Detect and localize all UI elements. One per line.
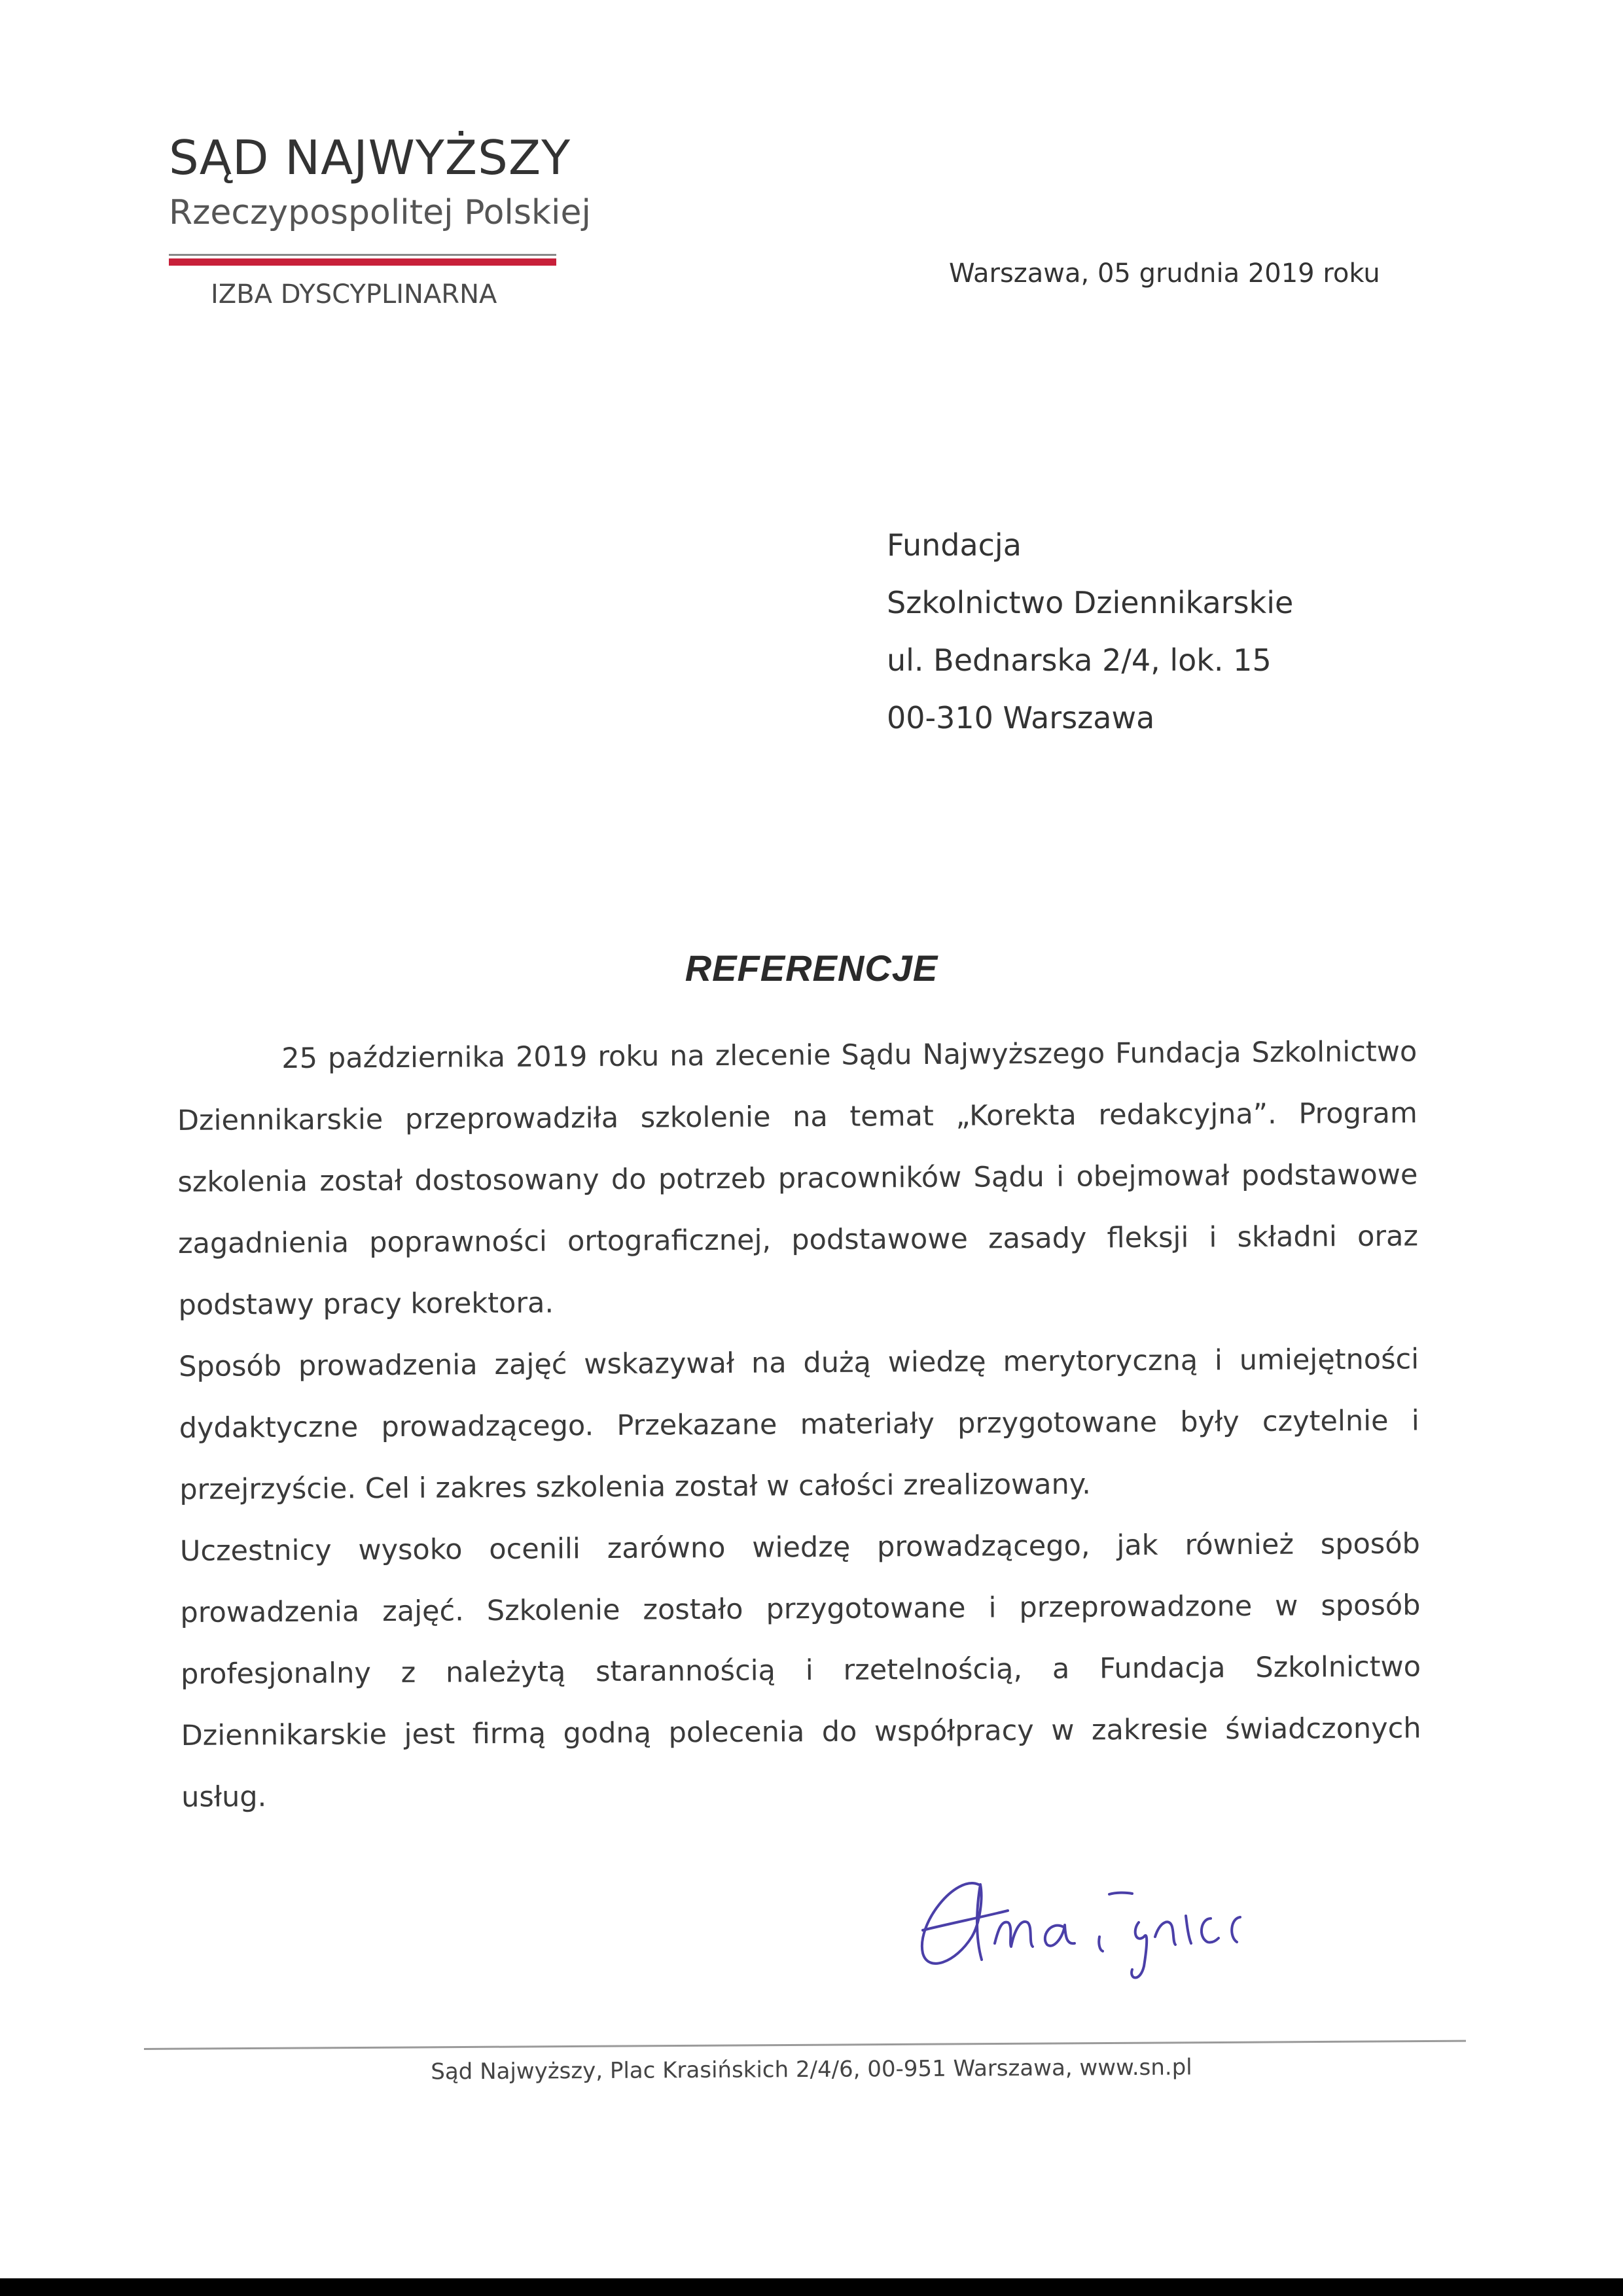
handwritten-signature xyxy=(903,1845,1309,1989)
body-paragraph: Uczestnicy wysoko ocenili zarówno wiedzę prowadzącego, jak również sposób prowadzenia zajęć. Szkolenie zostało przygotowane i przeprowadzone w sposób profesjonalny z należytą starannością i rzetelnością, a Fundacja Szkolnictwo Dziennikarskie jest firmą godną polecenia do współpracy w zakresie świadczonych usług. xyxy=(179,1527,1421,1814)
letterhead-accent-bar xyxy=(169,258,556,266)
addressee-line: Fundacja xyxy=(887,527,1022,563)
scan-edge-band xyxy=(0,2278,1623,2296)
footer-address: Sąd Najwyższy, Plac Krasińskich 2/4/6, 00-951 Warszawa, www.sn.pl xyxy=(431,2054,1192,2085)
date-line: Warszawa, 05 grudnia 2019 roku xyxy=(949,258,1380,289)
institution-name: SĄD NAJWYŻSZY xyxy=(169,130,571,185)
letter-body xyxy=(177,1021,1421,1828)
document-title: REFERENCJE xyxy=(685,947,938,989)
addressee-block xyxy=(887,523,1293,754)
institution-subtitle: Rzeczypospolitej Polskiej xyxy=(169,193,591,232)
letterhead xyxy=(169,128,591,311)
addressee-line: Szkolnictwo Dziennikarskie xyxy=(887,585,1294,620)
department-name: IZBA DYSCYPLINARNA xyxy=(211,279,497,309)
body-paragraph: Sposób prowadzenia zajęć wskazywał na dużą wiedzę merytoryczną i umiejętności dydaktyczne prowadzącego. Przekazane materiały przygotowane były czytelnie i przejrzyście. Cel i zakres szkolenia został w całości zrealizowany. xyxy=(179,1343,1419,1506)
footer-divider xyxy=(144,2040,1466,2050)
addressee-line: 00-310 Warszawa xyxy=(887,700,1155,735)
body-paragraph: 25 października 2019 roku na zlecenie Sądu Najwyższego Fundacja Szkolnictwo Dziennikarskie przeprowadziła szkolenie na temat „Korekta redakcyjna”. Program szkolenia został dostosowany do potrzeb pracowników Sądu i obejmował podstawowe zagadnienia poprawności ortograficznej, podstawowe zasady fleksji i składni oraz podstawy pracy korektora. xyxy=(177,1035,1419,1322)
addressee-line: ul. Bednarska 2/4, lok. 15 xyxy=(887,643,1272,678)
signature-drawing xyxy=(903,1845,1309,1989)
letterhead-divider xyxy=(169,254,556,256)
